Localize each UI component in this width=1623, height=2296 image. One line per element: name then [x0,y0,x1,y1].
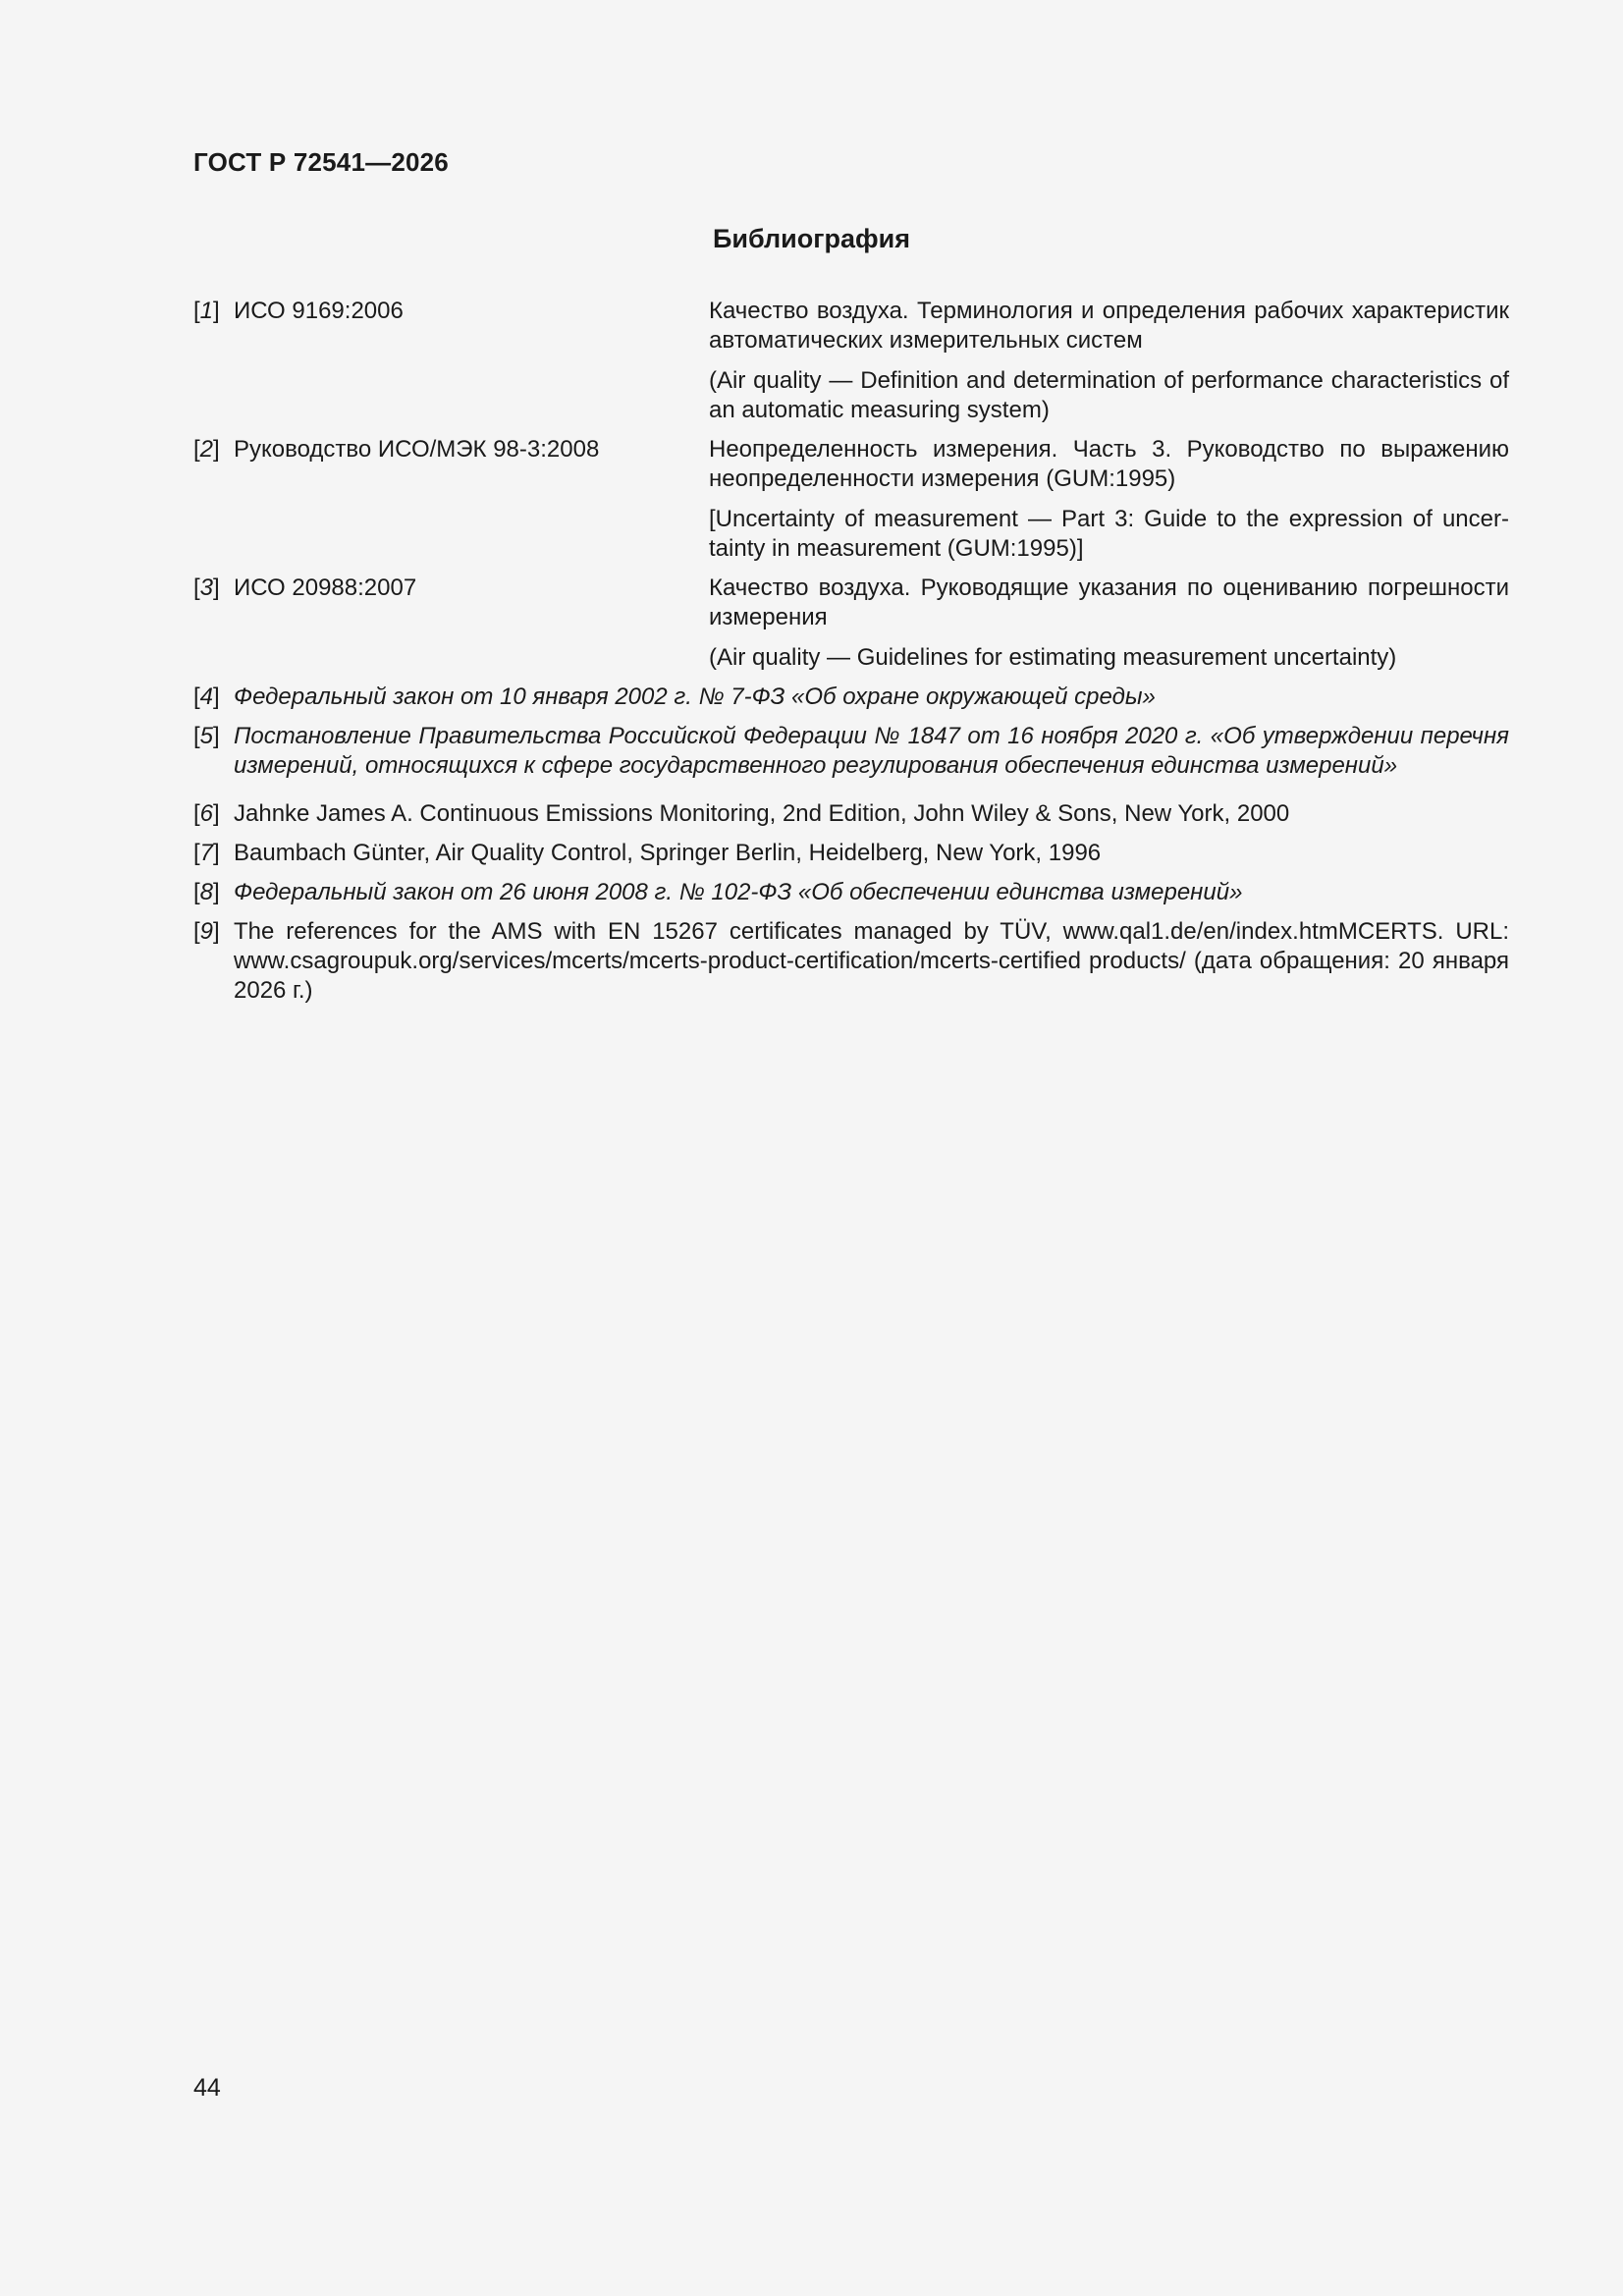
entry-designation: ИСО 9169:2006 [234,298,404,324]
entry-description [709,574,1509,673]
entry-number: [1] [193,298,220,324]
entry-title-en: (Air quality — Definition and determination of performance characteristics of an automatic measuring system) [709,367,1509,423]
entry-number: [6] [193,800,220,827]
entry-description [709,435,1509,564]
entry-designation: Руководство ИСО/МЭК 98-3:2008 [234,436,600,463]
entry-text: Федеральный закон от 10 января 2002 г. № 7-ФЗ «Об охране окружающей среды» [234,683,1156,710]
entry-number: [2] [193,436,220,463]
bibliography-entry [193,722,1509,781]
entry-text: Jahnke James A. Continuous Emissions Monitoring, 2nd Edition, John Wiley & Sons, New York, 2000 [234,800,1290,827]
entry-number: [9] [193,918,220,945]
entry-number: [8] [193,879,220,905]
entry-text: Федеральный закон от 26 июня 2008 г. № 102-ФЗ «Об обеспечении единства измерений» [234,879,1243,905]
bibliography-entry [193,435,1509,564]
bibliography-entry [193,917,1509,1006]
bibliography-entry [193,574,1509,673]
entry-description [709,297,1509,425]
entry-number: [4] [193,683,220,710]
bibliography-entry [193,878,1509,907]
entry-title-ru: Неопределенность измерения. Часть 3. Руководство по выражению неопределенности измерения (GUM:1995) [709,436,1509,492]
bibliography-list [193,297,1509,1015]
section-title: Библиография [713,224,910,253]
entry-designation: ИСО 20988:2007 [234,574,417,601]
entry-title-en: (Air quality — Guidelines for estimating measurement uncertainty) [709,644,1397,671]
entry-number: [3] [193,574,220,601]
bibliography-entry [193,839,1509,868]
entry-title-ru: Качество воздуха. Руководящие указания по оцениванию погрешности измерения [709,574,1509,630]
entry-number: [5] [193,723,220,749]
bibliography-entry [193,799,1509,829]
entry-text: Baumbach Günter, Air Quality Control, Springer Berlin, Heidelberg, New York, 1996 [234,840,1102,866]
entry-title-en: [Uncertainty of measurement — Part 3: Guide to the expression of uncertainty in measurement (GUM:1995)] [709,506,1509,562]
entry-text: Постановление Правительства Российской Федерации № 1847 от 16 ноября 2020 г. «Об утверждении перечня измерений, относящихся к сфере государственного регулирования обеспечения единства измерений» [234,723,1509,779]
entry-text: The references for the AMS with EN 15267 certificates managed by TÜV, www.qal1.de/en/index.htmMCERTS. URL: www.csagroupuk.org/services/mcerts/mcerts-product-certification/mcerts-certified products/ (дата обращения: 20 января 2026 г.) [234,918,1509,1004]
page-number: 44 [193,2074,221,2102]
bibliography-entry [193,683,1509,712]
entry-title-ru: Качество воздуха. Терминология и определения рабочих характеристик автоматических измерительных систем [709,298,1509,354]
document-code: ГОСТ Р 72541—2026 [193,147,449,177]
bibliography-entry [193,297,1509,425]
entry-number: [7] [193,840,220,866]
